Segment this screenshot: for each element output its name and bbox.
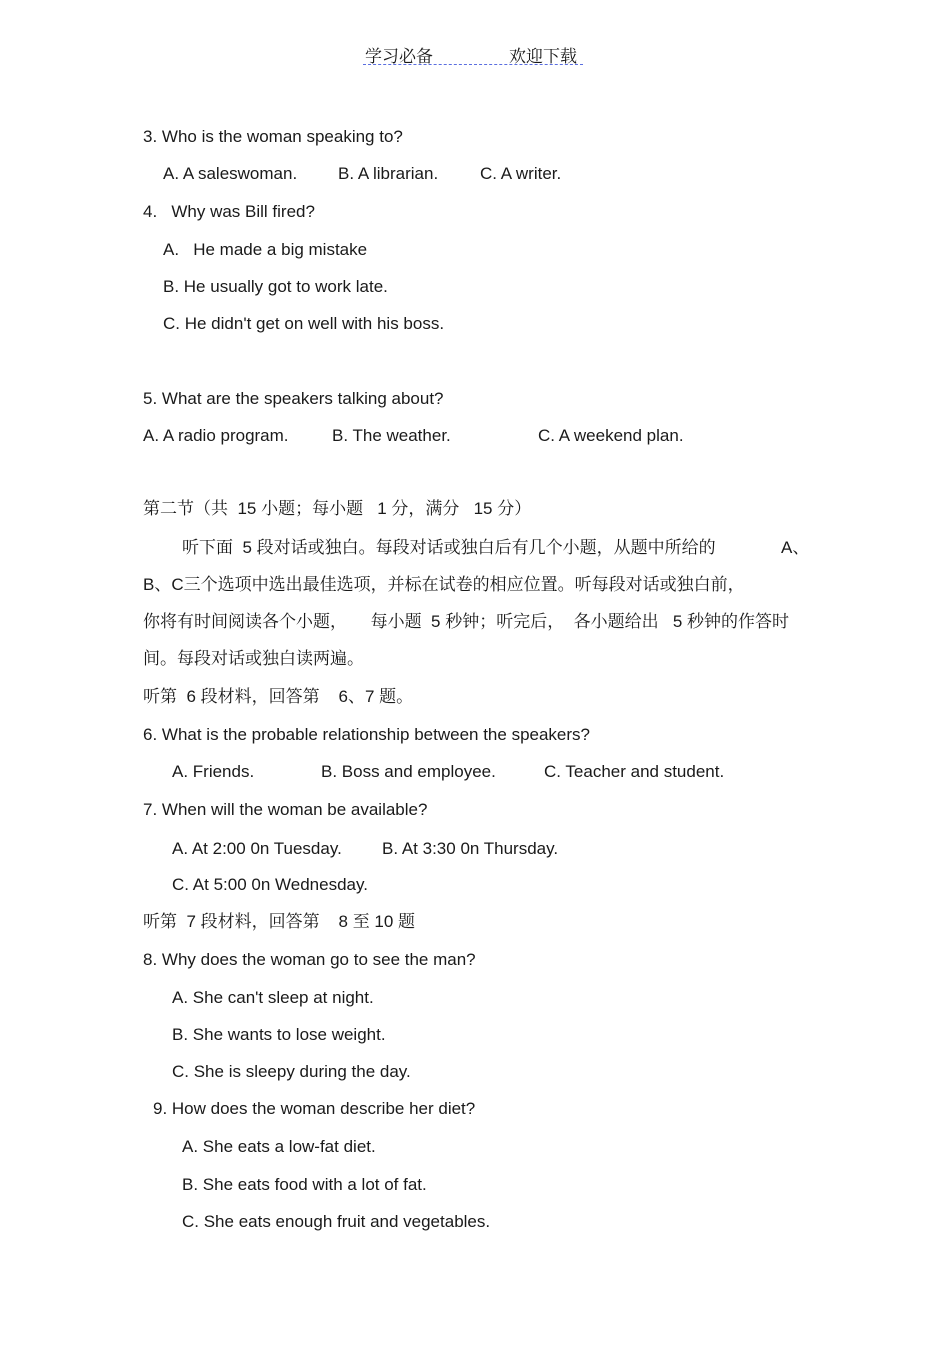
- material-6-heading: 听第 6 段材料，回答第 6、7 题。: [143, 687, 414, 706]
- section-2-instruction-1-end: A、: [781, 538, 810, 557]
- q6-option-c: C. Teacher and student.: [544, 762, 725, 781]
- question-4: 4. Why was Bill fired?: [143, 202, 315, 221]
- section-2-instruction-4: 间。每段对话或独白读两遍。: [143, 649, 364, 668]
- q8-option-b: B. She wants to lose weight.: [172, 1025, 386, 1044]
- section-2-title: 第二节（共 15 小题；每小题 1 分，满分 15 分）: [143, 499, 532, 518]
- q5-option-a: A. A radio program.: [143, 426, 289, 445]
- page-header: [363, 40, 583, 65]
- q6-option-a: A. Friends.: [172, 762, 255, 781]
- question-8: 8. Why does the woman go to see the man?: [143, 950, 476, 969]
- q4-option-a: A. He made a big mistake: [163, 240, 368, 259]
- header-left-text: 学习必备: [365, 47, 433, 66]
- q6-option-b: B. Boss and employee.: [321, 762, 496, 781]
- section-2-instruction-2: B、C三个选项中选出最佳选项，并标在试卷的相应位置。听每段对话或独白前，: [143, 575, 745, 594]
- q4-option-b: B. He usually got to work late.: [163, 277, 388, 296]
- q3-option-c: C. A writer.: [480, 164, 562, 183]
- q5-option-c: C. A weekend plan.: [538, 426, 684, 445]
- q5-option-b: B. The weather.: [332, 426, 451, 445]
- question-5: 5. What are the speakers talking about?: [143, 389, 444, 408]
- question-6: 6. What is the probable relationship between the speakers?: [143, 725, 590, 744]
- q3-option-b: B. A librarian.: [338, 164, 439, 183]
- question-9: 9. How does the woman describe her diet?: [153, 1099, 476, 1118]
- question-3: 3. Who is the woman speaking to?: [143, 127, 403, 146]
- header-right-text: 欢迎下载: [509, 47, 577, 66]
- q8-option-a: A. She can't sleep at night.: [172, 988, 374, 1007]
- question-7: 7. When will the woman be available?: [143, 800, 428, 819]
- q7-option-a: A. At 2:00 0n Tuesday.: [172, 839, 342, 858]
- q3-option-a: A. A saleswoman.: [163, 164, 298, 183]
- q9-option-a: A. She eats a low-fat diet.: [182, 1137, 376, 1156]
- section-2-instruction-3: 你将有时间阅读各个小题， 每小题 5 秒钟；听完后， 各小题给出 5 秒钟的作答时: [143, 612, 790, 631]
- q9-option-b: B. She eats food with a lot of fat.: [182, 1175, 427, 1194]
- q8-option-c: C. She is sleepy during the day.: [172, 1062, 411, 1081]
- q7-option-b: B. At 3:30 0n Thursday.: [382, 839, 559, 858]
- q7-option-c: C. At 5:00 0n Wednesday.: [172, 875, 368, 894]
- material-7-heading: 听第 7 段材料，回答第 8 至 10 题: [143, 912, 416, 931]
- q4-option-c: C. He didn't get on well with his boss.: [163, 314, 445, 333]
- section-2-instruction-1: 听下面 5 段对话或独白。每段对话或独白后有几个小题，从题中所给的: [182, 538, 716, 557]
- q9-option-c: C. She eats enough fruit and vegetables.: [182, 1212, 491, 1231]
